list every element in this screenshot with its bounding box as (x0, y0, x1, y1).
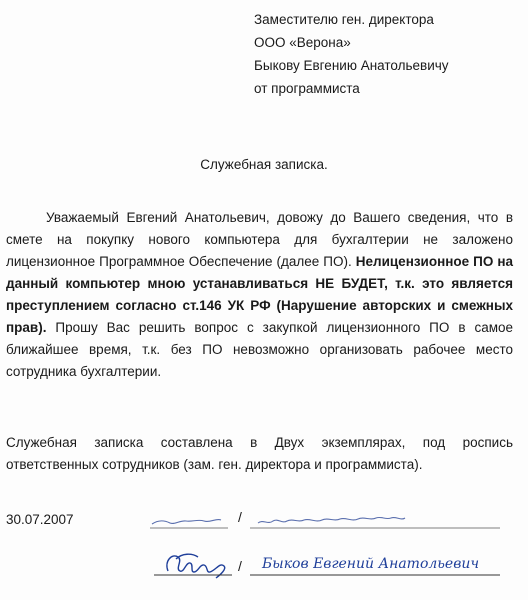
body-paragraph (6, 207, 513, 383)
addressee-block (254, 8, 449, 100)
signature-2-handwritten-name: Быков Евгений Анатольевич (262, 556, 480, 572)
document-date: 30.07.2007 (6, 512, 74, 527)
signature-2-separator: / (238, 558, 242, 574)
signature-row-2 (0, 545, 528, 585)
body-text-intro: Уважаемый Евгений Анатольевич, довожу до Вашего сведения, что в смете на покупку нового компьютера для бухгалтерии не заложено лицензионное Программное Обеспечение (далее ПО). (6, 210, 513, 269)
document-title: Служебная записка. (200, 157, 328, 172)
addressee-company: ООО «Верона» (254, 35, 351, 50)
signature-row-1 (0, 505, 528, 545)
body-text-bold: Нелицензионное ПО на данный компьютер мною устанавливаться НЕ БУДЕТ, т.к. это является преступлением согласно ст.146 УК РФ (Нарушение авторских и смежных прав). (6, 254, 514, 335)
sender-line: от программиста (254, 81, 360, 96)
signature-1-separator: / (238, 509, 242, 525)
addressee-name: Быкову Евгению Анатольевичу (254, 58, 449, 73)
signature-1-ink (0, 505, 528, 545)
body-text-request: Прошу Вас решить вопрос с закупкой лицензионного ПО в самое ближайшее время, т.к. без ПО невозможно организовать рабочее место сотрудника бухгалтерии. (6, 320, 513, 379)
copies-note: Служебная записка составлена в Двух экземплярах, под роспись ответственных сотрудников (зам. ген. директора и программиста). (6, 435, 513, 472)
addressee-position: Заместителю ген. директора (254, 12, 434, 27)
